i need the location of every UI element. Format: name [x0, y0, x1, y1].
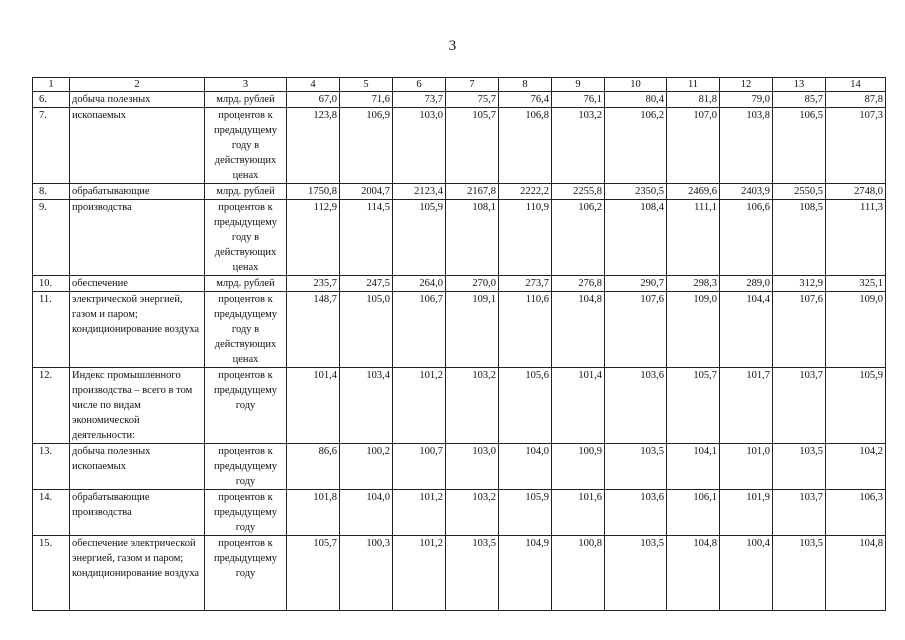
row-number: 7. [33, 108, 70, 184]
unit-cell: процентов к предыдущему году в действующих ценах [205, 200, 287, 276]
value-cell: 76,4 [499, 92, 552, 108]
value-cell: 101,2 [393, 536, 446, 611]
table-row [33, 276, 886, 292]
value-cell: 2123,4 [393, 184, 446, 200]
value-cell: 103,8 [720, 108, 773, 184]
value-cell: 289,0 [720, 276, 773, 292]
value-cell: 276,8 [552, 276, 605, 292]
value-cell: 273,7 [499, 276, 552, 292]
value-cell: 270,0 [446, 276, 499, 292]
value-cell: 106,9 [340, 108, 393, 184]
value-cell: 107,3 [826, 108, 886, 184]
value-cell: 101,4 [552, 368, 605, 444]
value-cell: 104,2 [826, 444, 886, 490]
value-cell: 312,9 [773, 276, 826, 292]
value-cell: 73,7 [393, 92, 446, 108]
column-header: 3 [205, 78, 287, 92]
value-cell: 105,9 [393, 200, 446, 276]
value-cell: 2350,5 [605, 184, 667, 200]
row-number: 6. [33, 92, 70, 108]
unit-cell: процентов к предыдущему году в действующих ценах [205, 108, 287, 184]
value-cell: 2403,9 [720, 184, 773, 200]
value-cell: 104,0 [340, 490, 393, 536]
value-cell: 103,6 [605, 368, 667, 444]
value-cell: 106,1 [667, 490, 720, 536]
indicator-name: добыча полезных ископаемых [70, 444, 205, 490]
column-header: 14 [826, 78, 886, 92]
value-cell: 1750,8 [287, 184, 340, 200]
row-number: 10. [33, 276, 70, 292]
value-cell: 67,0 [287, 92, 340, 108]
value-cell: 101,7 [720, 368, 773, 444]
value-cell: 298,3 [667, 276, 720, 292]
table-row [33, 536, 886, 611]
value-cell: 105,7 [446, 108, 499, 184]
indicator-name: обрабатывающие [70, 184, 205, 200]
value-cell: 101,2 [393, 368, 446, 444]
table-row [33, 108, 886, 184]
value-cell: 110,6 [499, 292, 552, 368]
page-number: 3 [448, 38, 457, 54]
value-cell: 108,1 [446, 200, 499, 276]
table-row [33, 292, 886, 368]
value-cell: 71,6 [340, 92, 393, 108]
column-header: 2 [70, 78, 205, 92]
value-cell: 104,8 [667, 536, 720, 611]
table-row [33, 200, 886, 276]
unit-cell: млрд. рублей [205, 92, 287, 108]
value-cell: 106,2 [605, 108, 667, 184]
column-header: 8 [499, 78, 552, 92]
value-cell: 105,0 [340, 292, 393, 368]
value-cell: 100,9 [552, 444, 605, 490]
value-cell: 87,8 [826, 92, 886, 108]
column-header: 6 [393, 78, 446, 92]
value-cell: 111,1 [667, 200, 720, 276]
value-cell: 105,6 [499, 368, 552, 444]
column-header: 9 [552, 78, 605, 92]
value-cell: 2222,2 [499, 184, 552, 200]
value-cell: 2167,8 [446, 184, 499, 200]
table-row [33, 444, 886, 490]
value-cell: 109,0 [667, 292, 720, 368]
value-cell: 105,7 [287, 536, 340, 611]
row-number: 11. [33, 292, 70, 368]
value-cell: 104,9 [499, 536, 552, 611]
value-cell: 108,5 [773, 200, 826, 276]
row-number: 13. [33, 444, 70, 490]
value-cell: 108,4 [605, 200, 667, 276]
value-cell: 103,5 [773, 536, 826, 611]
value-cell: 2748,0 [826, 184, 886, 200]
value-cell: 104,0 [499, 444, 552, 490]
value-cell: 80,4 [605, 92, 667, 108]
value-cell: 107,0 [667, 108, 720, 184]
indicator-name: обрабатывающие производства [70, 490, 205, 536]
value-cell: 81,8 [667, 92, 720, 108]
value-cell: 106,5 [773, 108, 826, 184]
value-cell: 76,1 [552, 92, 605, 108]
value-cell: 105,9 [499, 490, 552, 536]
value-cell: 110,9 [499, 200, 552, 276]
value-cell: 103,5 [605, 444, 667, 490]
value-cell: 100,3 [340, 536, 393, 611]
row-number: 15. [33, 536, 70, 611]
row-number: 12. [33, 368, 70, 444]
value-cell: 247,5 [340, 276, 393, 292]
value-cell: 104,4 [720, 292, 773, 368]
row-number: 8. [33, 184, 70, 200]
value-cell: 105,7 [667, 368, 720, 444]
unit-cell: млрд. рублей [205, 276, 287, 292]
value-cell: 103,7 [773, 490, 826, 536]
indicator-name: обеспечение [70, 276, 205, 292]
value-cell: 107,6 [605, 292, 667, 368]
value-cell: 79,0 [720, 92, 773, 108]
indicator-name: Индекс промышленного производства – всего в том числе по видам экономической деятельности: [70, 368, 205, 444]
value-cell: 101,4 [287, 368, 340, 444]
value-cell: 106,7 [393, 292, 446, 368]
table-row [33, 490, 886, 536]
value-cell: 106,8 [499, 108, 552, 184]
value-cell: 104,8 [826, 536, 886, 611]
value-cell: 109,0 [826, 292, 886, 368]
value-cell: 2004,7 [340, 184, 393, 200]
column-header: 12 [720, 78, 773, 92]
value-cell: 106,3 [826, 490, 886, 536]
value-cell: 264,0 [393, 276, 446, 292]
indicator-name: ископаемых [70, 108, 205, 184]
table-row [33, 368, 886, 444]
unit-cell: процентов к предыдущему году в действующих ценах [205, 292, 287, 368]
value-cell: 114,5 [340, 200, 393, 276]
value-cell: 112,9 [287, 200, 340, 276]
value-cell: 325,1 [826, 276, 886, 292]
column-header: 1 [33, 78, 70, 92]
value-cell: 2469,6 [667, 184, 720, 200]
value-cell: 75,7 [446, 92, 499, 108]
value-cell: 100,7 [393, 444, 446, 490]
value-cell: 85,7 [773, 92, 826, 108]
value-cell: 2550,5 [773, 184, 826, 200]
column-header: 10 [605, 78, 667, 92]
unit-cell: процентов к предыдущему году [205, 444, 287, 490]
column-header: 4 [287, 78, 340, 92]
value-cell: 103,2 [446, 490, 499, 536]
row-number: 14. [33, 490, 70, 536]
value-cell: 123,8 [287, 108, 340, 184]
value-cell: 106,6 [720, 200, 773, 276]
value-cell: 103,2 [446, 368, 499, 444]
value-cell: 100,8 [552, 536, 605, 611]
value-cell: 101,8 [287, 490, 340, 536]
table-row [33, 92, 886, 108]
unit-cell: млрд. рублей [205, 184, 287, 200]
value-cell: 103,0 [446, 444, 499, 490]
column-header: 11 [667, 78, 720, 92]
data-table [32, 77, 886, 611]
value-cell: 101,2 [393, 490, 446, 536]
value-cell: 148,7 [287, 292, 340, 368]
value-cell: 107,6 [773, 292, 826, 368]
value-cell: 104,8 [552, 292, 605, 368]
unit-cell: процентов к предыдущему году [205, 536, 287, 611]
column-header: 7 [446, 78, 499, 92]
unit-cell: процентов к предыдущему году [205, 490, 287, 536]
value-cell: 103,6 [605, 490, 667, 536]
value-cell: 103,7 [773, 368, 826, 444]
value-cell: 100,4 [720, 536, 773, 611]
value-cell: 103,4 [340, 368, 393, 444]
value-cell: 103,5 [446, 536, 499, 611]
unit-cell: процентов к предыдущему году [205, 368, 287, 444]
value-cell: 104,1 [667, 444, 720, 490]
value-cell: 103,0 [393, 108, 446, 184]
header-row [33, 78, 886, 92]
value-cell: 100,2 [340, 444, 393, 490]
value-cell: 103,2 [552, 108, 605, 184]
table-row [33, 184, 886, 200]
column-header: 5 [340, 78, 393, 92]
indicator-name: обеспечение электрической энергией, газом и паром; кондиционирование воздуха [70, 536, 205, 611]
value-cell: 106,2 [552, 200, 605, 276]
column-header: 13 [773, 78, 826, 92]
indicator-name: добыча полезных [70, 92, 205, 108]
value-cell: 2255,8 [552, 184, 605, 200]
value-cell: 290,7 [605, 276, 667, 292]
value-cell: 111,3 [826, 200, 886, 276]
row-number: 9. [33, 200, 70, 276]
value-cell: 86,6 [287, 444, 340, 490]
value-cell: 109,1 [446, 292, 499, 368]
value-cell: 103,5 [605, 536, 667, 611]
value-cell: 105,9 [826, 368, 886, 444]
value-cell: 235,7 [287, 276, 340, 292]
value-cell: 101,9 [720, 490, 773, 536]
value-cell: 103,5 [773, 444, 826, 490]
value-cell: 101,0 [720, 444, 773, 490]
indicator-name: электрической энергией, газом и паром; кондиционирование воздуха [70, 292, 205, 368]
value-cell: 101,6 [552, 490, 605, 536]
indicator-name: производства [70, 200, 205, 276]
